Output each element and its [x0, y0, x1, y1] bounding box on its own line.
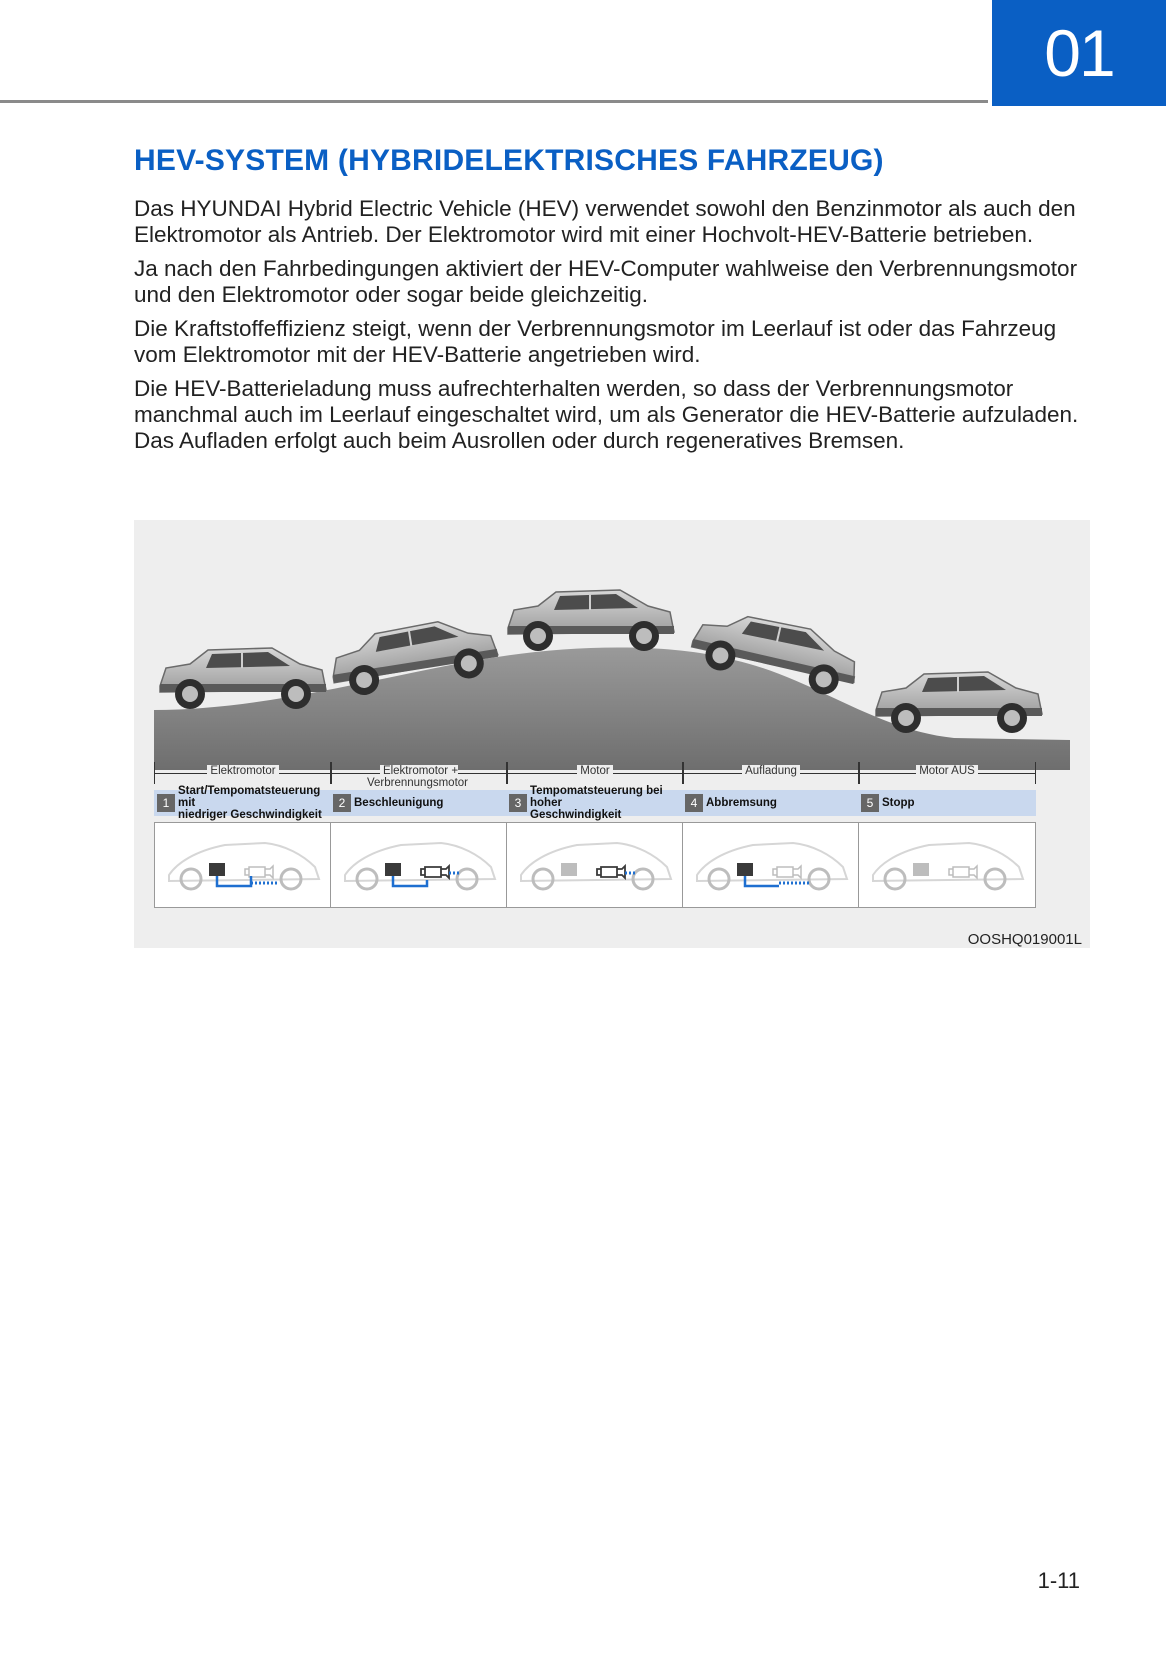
step-number: 5 — [861, 794, 879, 812]
engine-icon — [245, 866, 273, 878]
step-bar — [506, 785, 684, 821]
mode-label: Aufladung — [742, 765, 800, 777]
step-label-line: Beschleunigung — [354, 797, 444, 809]
page-number: 1-11 — [1037, 1568, 1080, 1593]
mode-bracket — [154, 760, 332, 786]
step-label-line: niedriger Geschwindigkeit — [178, 809, 322, 821]
power-flow-diagram-4 — [682, 822, 860, 908]
step-number: 1 — [157, 794, 175, 812]
power-flow-diagram-2 — [330, 822, 508, 908]
mode-bracket — [858, 760, 1036, 786]
step-label — [178, 785, 332, 821]
step-label — [706, 797, 777, 809]
engine-icon — [421, 866, 449, 878]
car-5-illustration — [876, 672, 1042, 733]
step-label — [530, 785, 684, 821]
step-label-line: Abbremsung — [706, 797, 777, 809]
step-bar — [154, 785, 332, 821]
mode-bracket — [682, 760, 860, 786]
power-flow-diagram-3 — [506, 822, 684, 908]
header-rule — [0, 100, 988, 103]
power-flow-diagram-5 — [858, 822, 1036, 908]
power-flow-diagram-1 — [154, 822, 332, 908]
paragraph: Die HEV-Batterieladung muss aufrechterhalten werden, so dass der Verbrennungsmotor manchmal auch im Leerlauf eingeschaltet wird, um als Generator die HEV-Batterie aufzuladen. Das Aufladen erfolgt auch beim Ausrollen oder durch regeneratives Bremsen. — [134, 376, 1079, 453]
step-bar — [330, 790, 508, 816]
paragraph: Das HYUNDAI Hybrid Electric Vehicle (HEV) verwendet sowohl den Benzinmotor als auch den Elektromotor als Antrieb. Der Elektromotor wird mit einer Hochvolt-HEV-Batterie betrieben. — [134, 196, 1076, 247]
step-number: 4 — [685, 794, 703, 812]
mode-label: Motor — [577, 765, 612, 777]
step-number: 2 — [333, 794, 351, 812]
hev-mode-figure — [134, 520, 1090, 948]
step-label-line: Geschwindigkeit — [530, 809, 622, 821]
step-label — [882, 797, 915, 809]
step-label-line: Tempomatsteuerung bei hoher — [530, 785, 663, 809]
mode-column-5 — [858, 760, 1036, 915]
wheel-icon — [709, 869, 729, 889]
step-label — [354, 797, 443, 809]
body-text — [134, 196, 1094, 462]
engine-icon — [597, 866, 625, 878]
battery-icon — [561, 863, 577, 876]
paragraph: Ja nach den Fahrbedingungen aktiviert der HEV-Computer wahlweise den Verbrennungsmotor und den Elektromotor oder sogar beide gleichzeitig. — [134, 256, 1078, 307]
mode-column-2 — [330, 760, 508, 915]
battery-icon — [385, 863, 401, 876]
car-1-illustration — [160, 648, 326, 709]
mode-label: Elektromotor + Verbrennungsmotor — [367, 765, 471, 789]
engine-icon — [773, 866, 801, 878]
wheel-icon — [885, 869, 905, 889]
mode-label: Motor AUS — [916, 765, 978, 777]
step-bar — [682, 790, 860, 816]
mode-bracket — [330, 760, 508, 789]
chapter-tab: 01 — [992, 0, 1166, 106]
step-bar — [858, 790, 1036, 816]
step-label-line: Start/Tempomatsteuerung mit — [178, 785, 321, 809]
mode-label: Elektromotor — [207, 765, 278, 777]
wheel-icon — [181, 869, 201, 889]
step-label-line: Stopp — [882, 797, 915, 809]
mode-column-1 — [154, 760, 332, 915]
step-number: 3 — [509, 794, 527, 812]
car-3-illustration — [508, 590, 674, 651]
section-title: HEV-SYSTEM (HYBRIDELEKTRISCHES FAHRZEUG) — [134, 144, 884, 177]
wheel-icon — [357, 869, 377, 889]
battery-icon — [913, 863, 929, 876]
wheel-icon — [533, 869, 553, 889]
battery-icon — [209, 863, 225, 876]
figure-code: OOSHQ019001L — [967, 931, 1082, 948]
engine-icon — [949, 866, 977, 878]
mode-bracket — [506, 760, 684, 786]
battery-icon — [737, 863, 753, 876]
paragraph: Die Kraftstoffeffizienz steigt, wenn der Verbrennungsmotor im Leerlauf ist oder das Fahrzeug vom Elektromotor mit der HEV-Batterie angetrieben wird. — [134, 316, 1057, 367]
mode-column-3 — [506, 760, 684, 915]
hill-scene-illustration — [154, 560, 1070, 770]
mode-column-4 — [682, 760, 860, 915]
